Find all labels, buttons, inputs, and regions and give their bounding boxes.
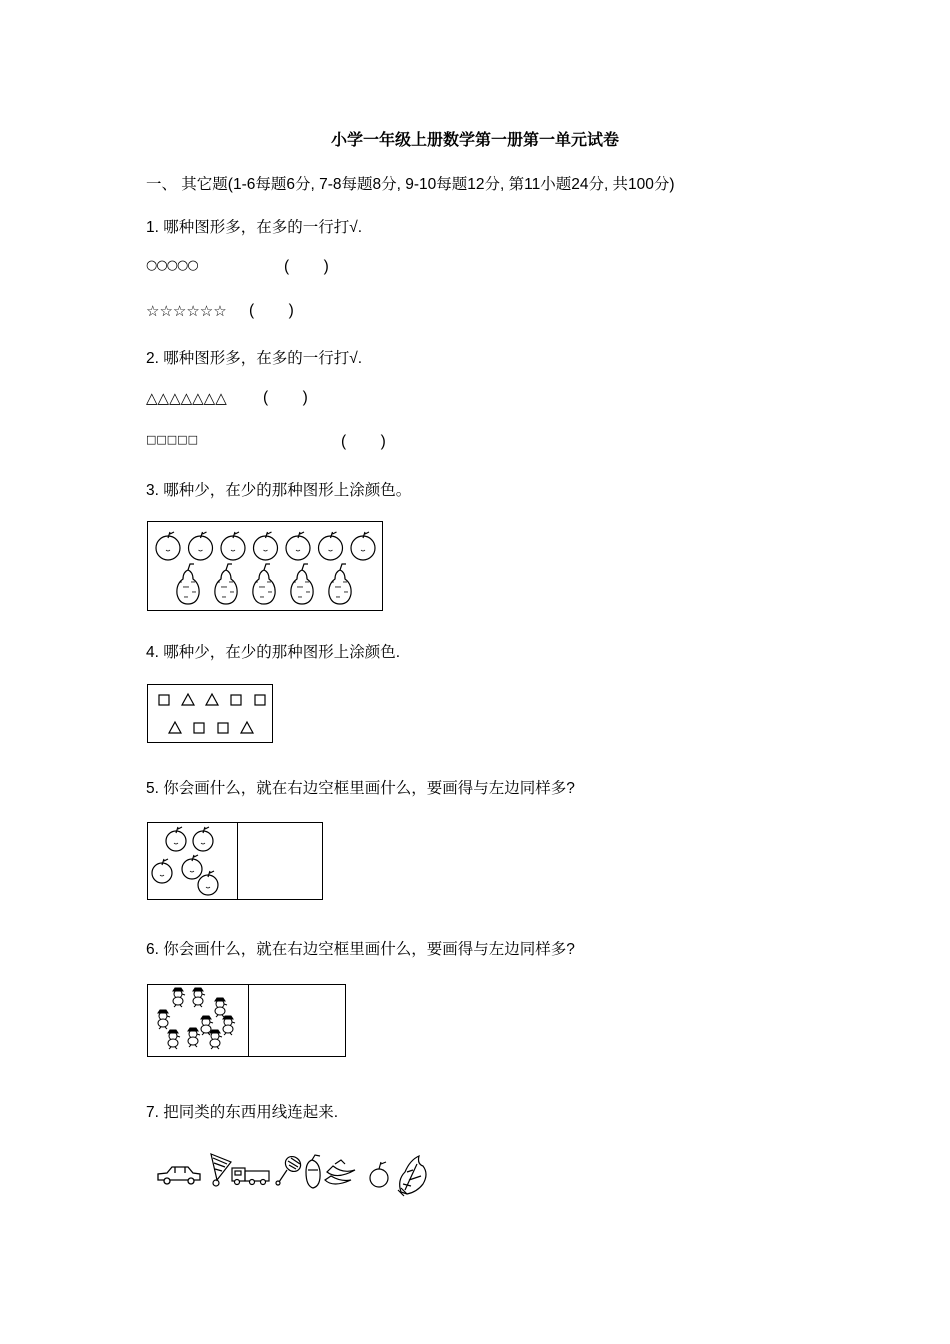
chick-icon (173, 988, 185, 1007)
racket-icon[interactable] (276, 1153, 304, 1185)
chick-icon (158, 1010, 170, 1029)
q5-apples-box (147, 822, 238, 900)
square-shape (231, 695, 241, 705)
eggplant-icon[interactable] (306, 1155, 320, 1188)
apple-icon (254, 532, 278, 560)
apple-icon[interactable] (370, 1162, 388, 1187)
q3-fruit-illustration (148, 522, 382, 610)
truck-icon[interactable] (232, 1168, 269, 1185)
apple-icon (193, 827, 213, 851)
q6-drawing-box[interactable] (248, 984, 346, 1057)
square-shape (194, 723, 204, 733)
apple-icon (286, 532, 310, 560)
q2-triangles-row: △△△△△△△ (146, 389, 227, 407)
chick-icon (223, 1016, 235, 1035)
vegetable-icon[interactable] (398, 1156, 426, 1196)
question-1: 1. 哪种图形多，在多的一行打√. (146, 219, 363, 236)
q2-squares-row: □□□□□ (146, 433, 198, 446)
apple-icon (221, 532, 245, 560)
q2-answer-paren-1[interactable]: ( ) (263, 389, 308, 406)
triangle-shape (169, 722, 181, 733)
apple-icon (182, 855, 202, 879)
apple-icon (189, 532, 213, 560)
triangle-shape (182, 694, 194, 705)
q1-answer-paren-1[interactable]: ( ) (284, 258, 329, 275)
q7-items-illustration (155, 1150, 435, 1202)
question-3: 3. 哪种少，在少的那种图形上涂颜色。 (146, 482, 412, 499)
pear-icon (253, 564, 275, 604)
apple-icon (166, 827, 186, 851)
apple-icon (156, 532, 180, 560)
pear-icon (215, 564, 237, 604)
question-2: 2. 哪种图形多，在多的一行打√. (146, 350, 363, 367)
q1-stars-row: ☆☆☆☆☆☆ (146, 302, 227, 320)
chick-icon (168, 1030, 180, 1049)
chick-icon (188, 1028, 200, 1047)
question-7: 7. 把同类的东西用线连起来. (146, 1104, 339, 1121)
pear-icon (291, 564, 313, 604)
triangle-shape (206, 694, 218, 705)
q6-chicks-illustration (148, 985, 248, 1056)
page-title: 小学一年级上册数学第一册第一单元试卷 (330, 132, 619, 149)
question-4: 4. 哪种少，在少的那种图形上涂颜色. (146, 644, 401, 661)
apple-icon (319, 532, 343, 560)
square-shape (255, 695, 265, 705)
apple-icon (152, 859, 172, 883)
q4-shapes-box (147, 684, 273, 743)
q1-circles-row: ○○○○○ (146, 258, 198, 273)
chick-icon (215, 998, 227, 1017)
apple-icon (351, 532, 375, 560)
q4-shapes-illustration (148, 685, 272, 742)
q6-chicks-box (147, 984, 249, 1057)
chick-icon (210, 1030, 222, 1049)
square-shape (218, 723, 228, 733)
q7-items-row (155, 1150, 435, 1202)
banana-icon[interactable] (325, 1160, 355, 1184)
car-icon[interactable] (158, 1167, 200, 1184)
q2-answer-paren-2[interactable]: ( ) (341, 433, 386, 450)
square-shape (159, 695, 169, 705)
chick-icon (193, 988, 205, 1007)
q5-apples-illustration (148, 823, 237, 899)
triangle-shape (241, 722, 253, 733)
section-heading: 一、 其它题(1-6每题6分, 7-8每题8分, 9-10每题12分, 第11小题24分, 共100分) (146, 176, 675, 193)
q5-drawing-box[interactable] (237, 822, 323, 900)
fan-icon[interactable] (211, 1154, 231, 1186)
question-5: 5. 你会画什么，就在右边空框里画什么，要画得与左边同样多? (146, 780, 575, 797)
q3-fruit-box (147, 521, 383, 611)
q1-answer-paren-2[interactable]: ( ) (249, 302, 294, 319)
question-6: 6. 你会画什么，就在右边空框里画什么，要画得与左边同样多? (146, 941, 575, 958)
pear-icon (177, 564, 199, 604)
pear-icon (329, 564, 351, 604)
